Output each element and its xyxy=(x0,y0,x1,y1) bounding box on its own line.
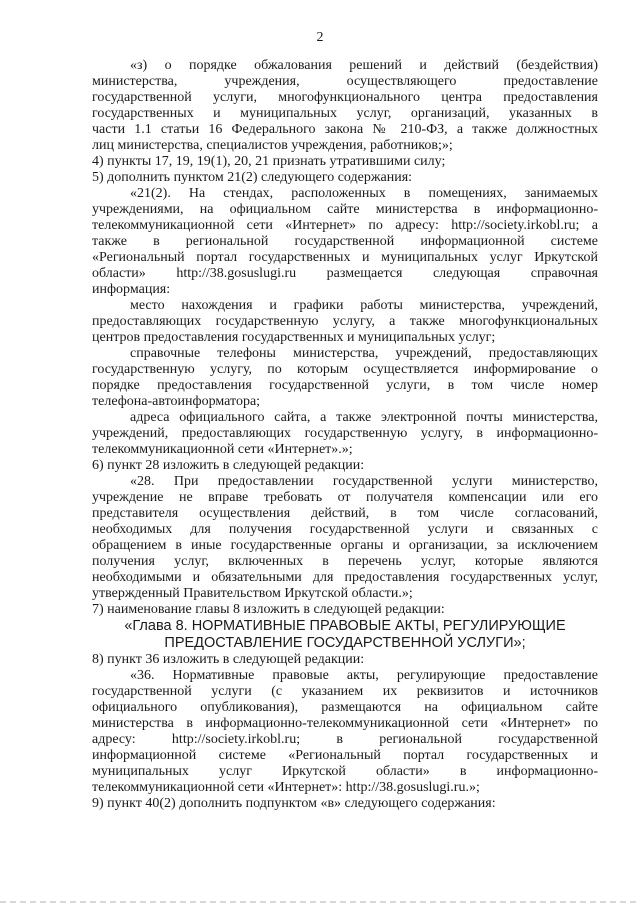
text-line: необходимыми и обязательными для предоставления государственных услуг, xyxy=(92,570,598,585)
page-number: 2 xyxy=(316,30,324,45)
text-line: необходимых для получения государственной услуги и связанных с xyxy=(92,522,598,537)
text-line: 5) дополнить пунктом 21(2) следующего содержания: xyxy=(92,170,413,185)
text-line: учреждений, предоставляющих государственную услугу, в информационно- xyxy=(92,426,598,441)
text-line: государственных и муниципальных услуг, организаций, указанных в xyxy=(92,106,598,121)
text-line: обращением в иные государственные органы и организации, за исключением xyxy=(92,538,598,553)
text-line: государственной услуги, многофункционального центра предоставления xyxy=(92,90,598,105)
chapter-heading-line: ПРЕДОСТАВЛЕНИЕ ГОСУДАРСТВЕННОЙ УСЛУГИ»; xyxy=(164,635,526,651)
text-line: «36. Нормативные правовые акты, регулирующие предоставление xyxy=(130,668,598,683)
text-line: справочные телефоны министерства, учреждений, предоставляющих xyxy=(130,346,598,361)
text-line: телекоммуникационной сети «Интернет».»; xyxy=(92,442,353,457)
text-line: 8) пункт 36 изложить в следующей редакции: xyxy=(92,652,365,667)
text-line: учреждение не вправе требовать от получателя компенсации или его xyxy=(92,490,598,505)
text-line: области» http://38.gosuslugi.ru размещается следующая справочная xyxy=(92,266,598,281)
text-line: 9) пункт 40(2) дополнить подпунктом «в» следующего содержания: xyxy=(92,796,496,811)
text-line: также в региональной государственной информационной системе xyxy=(92,234,598,249)
text-line: государственной услуги (с указанием их реквизитов и источников xyxy=(92,684,598,699)
text-line: министерства в информационно-телекоммуникационной сети «Интернет» по xyxy=(92,716,598,731)
text-line: лиц министерства, специалистов учреждения, работников;»; xyxy=(92,138,453,153)
text-line: «Региональный портал государственных и муниципальных услуг Иркутской xyxy=(92,250,598,265)
text-line: информационной системе «Региональный портал государственных и xyxy=(92,748,598,763)
text-line: место нахождения и графики работы министерства, учреждений, xyxy=(130,298,598,313)
text-line: адресу: http://society.irkobl.ru; в региональной государственной xyxy=(92,732,598,747)
text-line: 6) пункт 28 изложить в следующей редакции: xyxy=(92,458,365,473)
text-line: порядке предоставления государственной услуги, в том числе номер xyxy=(92,378,598,393)
scan-artifact-line xyxy=(0,901,640,903)
text-line: утвержденный Правительством Иркутской области.»; xyxy=(92,586,413,601)
text-line: министерства, учреждения, осуществляющего предоставление xyxy=(92,74,598,89)
text-line: учреждениями, на официальном сайте министерства в информационно- xyxy=(92,202,598,217)
text-line: части 1.1 статьи 16 Федерального закона № 210-ФЗ, а также должностных xyxy=(92,122,598,137)
text-line: муниципальных услуг Иркутской области» в информационно- xyxy=(92,764,598,779)
text-line: адреса официального сайта, а также электронной почты министерства, xyxy=(130,410,598,425)
text-line: «21(2). На стендах, расположенных в помещениях, занимаемых xyxy=(130,186,598,201)
chapter-heading-line: «Глава 8. НОРМАТИВНЫЕ ПРАВОВЫЕ АКТЫ, РЕГУЛИРУЮЩИЕ xyxy=(124,618,566,634)
text-line: телефона-автоинформатора; xyxy=(92,394,261,409)
text-line: предоставляющих государственную услугу, а также многофункциональных xyxy=(92,314,598,329)
text-line: телекоммуникационной сети «Интернет» по адресу: http://society.irkobl.ru; а xyxy=(92,218,598,233)
text-line: 4) пункты 17, 19, 19(1), 20, 21 признать утратившими силу; xyxy=(92,154,446,169)
text-line: официального опубликования), размещаются на официальном сайте xyxy=(92,700,598,715)
text-line: 7) наименование главы 8 изложить в следующей редакции: xyxy=(92,602,445,617)
text-line: информация: xyxy=(92,282,171,297)
text-line: представителя осуществления действий, в том числе согласований, xyxy=(92,506,598,521)
text-line: телекоммуникационной сети «Интернет»: http://38.gosuslugi.ru.»; xyxy=(92,780,480,795)
text-line: государственную услугу, по которым осуществляется информирование о xyxy=(92,362,598,377)
text-line: центров предоставления государственных и муниципальных услуг; xyxy=(92,330,496,345)
document-body xyxy=(92,58,598,812)
text-line: «28. При предоставлении государственной услуги министерство, xyxy=(130,474,598,489)
text-line: «з) о порядке обжалования решений и действий (бездействия) xyxy=(130,58,598,73)
text-line: получения услуг, включенных в перечень услуг, которые являются xyxy=(92,554,598,569)
